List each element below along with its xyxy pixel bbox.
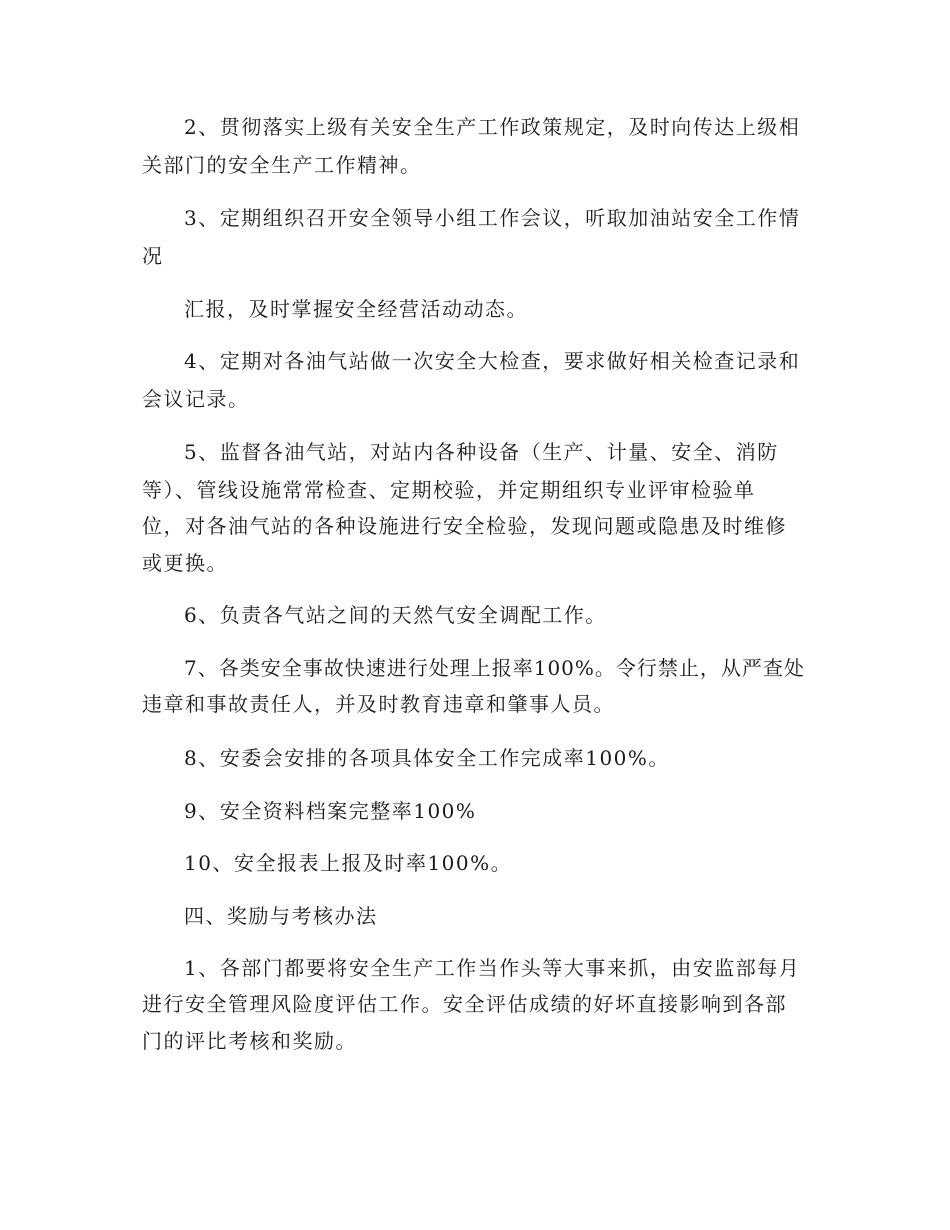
text-line: 关部门的安全生产工作精神。	[142, 153, 422, 177]
text-line: 5、监督各油气站，对站内各种设备（生产、计量、安全、消防	[184, 440, 779, 464]
text-line: 位，对各油气站的各种设施进行安全检验，发现问题或隐患及时维修	[142, 514, 787, 538]
text-line: 1、各部门都要将安全生产工作当作头等大事来抓，由安监部每月	[184, 956, 801, 980]
text-line: 违章和事故责任人，并及时教育违章和肇事人员。	[142, 692, 615, 716]
text-line: 4、定期对各油气站做一次安全大检查，要求做好相关检查记录和	[184, 349, 801, 373]
text-line: 门的评比考核和奖励。	[142, 1029, 357, 1053]
text-line: 8、安委会安排的各项具体安全工作完成率100%。	[184, 746, 670, 770]
text-line: 7、各类安全事故快速进行处理上报率100%。令行禁止，从严查处	[184, 656, 805, 680]
text-line: 3、定期组织召开安全领导小组工作会议，听取加油站安全工作情	[184, 206, 801, 230]
text-line: 等）、管线设施常常检查、定期校验，并定期组织专业评审检验单	[142, 478, 756, 502]
text-line: 汇报，及时掌握安全经营活动动态。	[184, 297, 528, 321]
text-line: 2、贯彻落实上级有关安全生产工作政策规定，及时向传达上级相	[184, 115, 801, 139]
text-line: 或更换。	[142, 551, 228, 575]
text-line: 9、安全资料档案完整率100%	[184, 799, 477, 823]
section-heading: 四、奖励与考核办法	[184, 904, 378, 928]
text-line: 况	[142, 244, 164, 268]
text-line: 6、负责各气站之间的天然气安全调配工作。	[184, 603, 607, 627]
text-line: 进行安全管理风险度评估工作。安全评估成绩的好坏直接影响到各部	[142, 992, 787, 1016]
text-line: 10、安全报表上报及时率100%。	[184, 851, 513, 875]
text-line: 会议记录。	[142, 387, 250, 411]
